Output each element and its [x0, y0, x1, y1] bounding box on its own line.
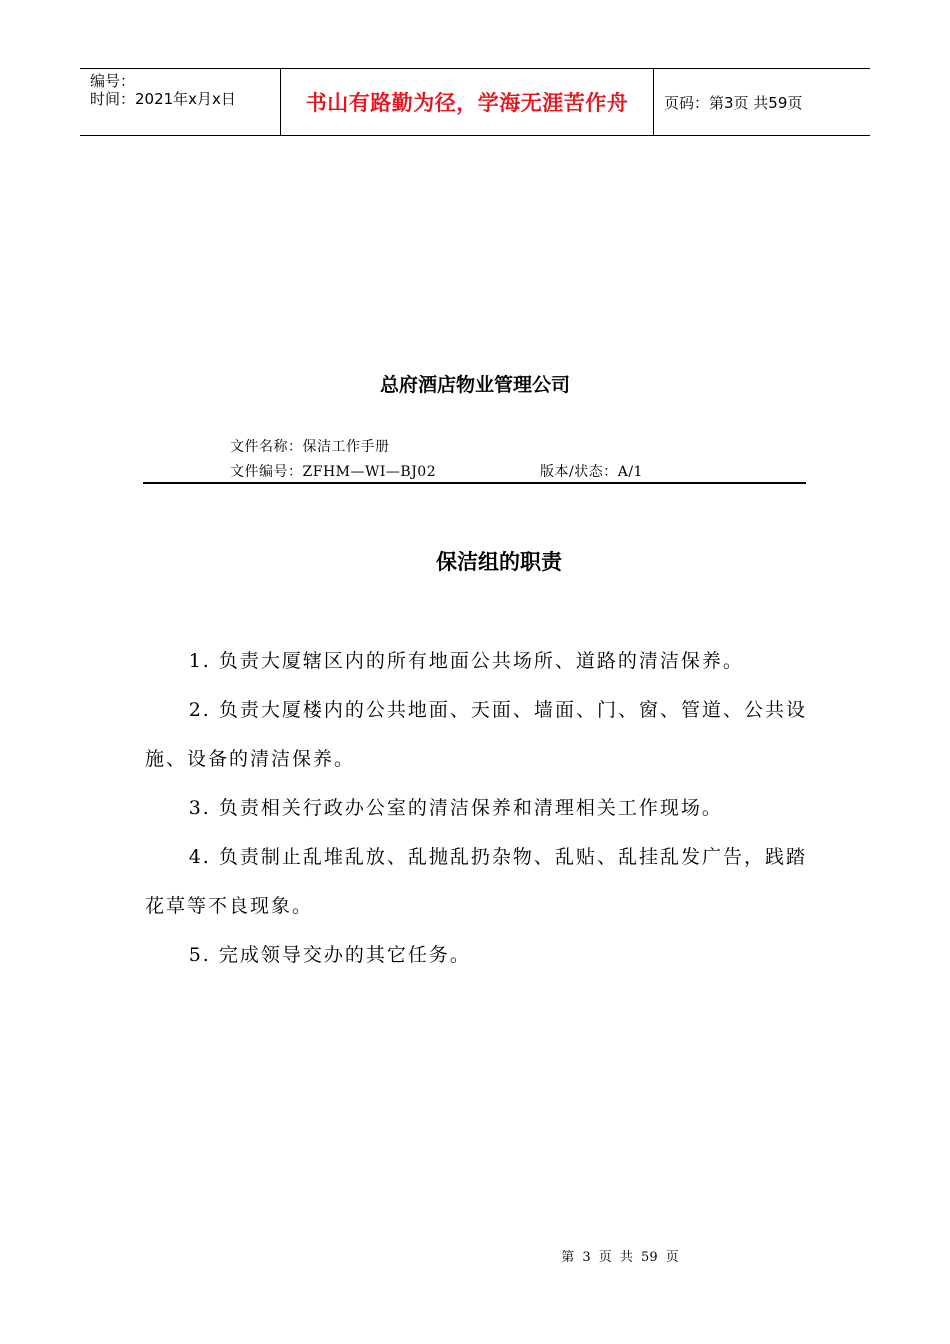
- duty-item: 4. 负责制止乱堆乱放、乱抛乱扔杂物、乱贴、乱挂乱发广告，践踏花草等不良现象。: [145, 846, 807, 917]
- page-footer: 第 3 页 共 59 页: [561, 1250, 679, 1265]
- date-line: 时间：2021年x月x日: [90, 90, 236, 108]
- duty-item: 1. 负责大厦辖区内的所有地面公共场所、道路的清洁保养。: [188, 650, 744, 672]
- company-name: 总府酒店物业管理公司: [379, 374, 570, 396]
- duty-item: 5. 完成领导交办的其它任务。: [188, 944, 471, 966]
- header-divider: [143, 482, 806, 484]
- file-name: 文件名称：保洁工作手册: [230, 439, 390, 455]
- header-page-info: 页码：第3页 共59页: [664, 93, 803, 112]
- duty-list: [145, 637, 807, 980]
- duty-item: 3. 负责相关行政办公室的清洁保养和清理相关工作现场。: [188, 797, 723, 819]
- serial-label: 编号：: [90, 72, 136, 90]
- section-title: 保洁组的职责: [436, 550, 562, 574]
- duty-item: 2. 负责大厦楼内的公共地面、天面、墙面、门、窗、管道、公共设施、设备的清洁保养。: [145, 699, 807, 770]
- file-number: 文件编号：ZFHM—WI—BJ02: [230, 464, 437, 480]
- header-motto: 书山有路勤为径，学海无涯苦作舟: [281, 69, 654, 135]
- page-header: [80, 68, 870, 136]
- version-status: 版本/状态：A/1: [540, 464, 643, 480]
- header-meta: [80, 69, 281, 135]
